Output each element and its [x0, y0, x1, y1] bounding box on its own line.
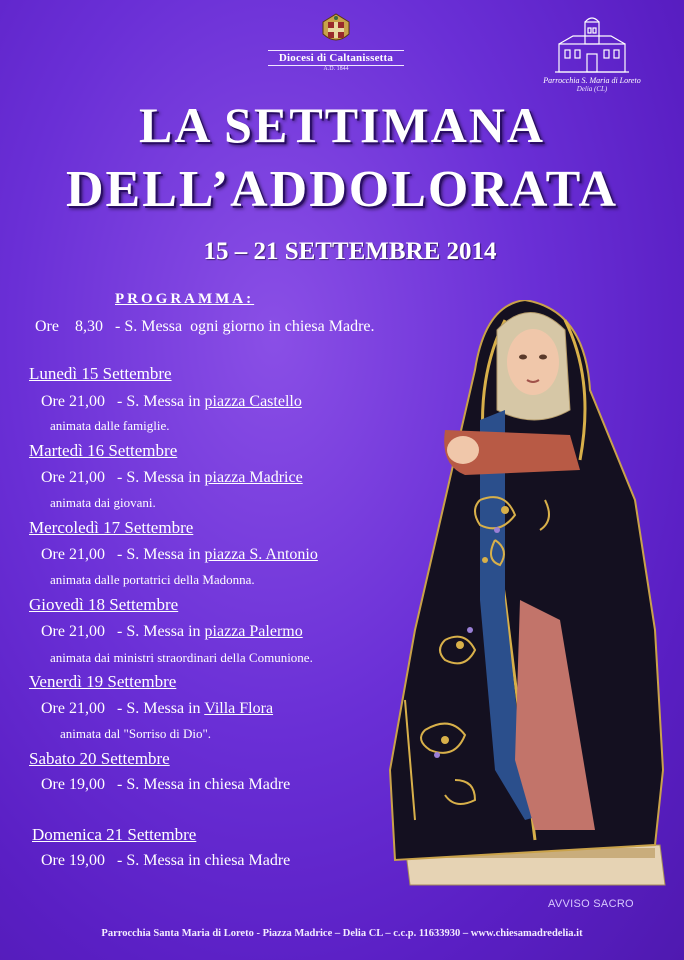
- schedule-line: [41, 623, 303, 641]
- mass-place: piazza Madrice: [204, 469, 303, 486]
- mass-note: animata dal "Sorriso di Dio".: [60, 726, 212, 741]
- mass-note: animata dalle portatrici della Madonna.: [50, 572, 255, 587]
- mass-text: - S. Messa in chiesa Madre: [116, 776, 291, 793]
- mass-text: - S. Messa in: [116, 700, 205, 717]
- schedule-line: [41, 700, 273, 718]
- daily-mass: Ore 8,30 - S. Messa ogni giorno in chiesa Madre.: [35, 318, 375, 335]
- mass-time: Ore 21,00: [41, 546, 105, 563]
- schedule-line: [41, 469, 303, 487]
- parish-logo: [536, 14, 648, 93]
- day-heading-thursday: Giovedì 18 Settembre: [29, 595, 179, 614]
- schedule-line: [41, 776, 290, 794]
- event-dates: 15 – 21 SETTEMBRE 2014: [203, 238, 497, 265]
- day-heading-sunday: Domenica 21 Settembre: [32, 825, 197, 844]
- day-heading-tuesday: Martedì 16 Settembre: [29, 441, 178, 460]
- parish-logo-town: Delia (CL): [576, 85, 608, 93]
- mass-text: - S. Messa in: [116, 546, 205, 563]
- church-icon: [553, 14, 631, 74]
- mass-place: piazza Castello: [204, 393, 302, 410]
- mass-note: animata dalle famiglie.: [50, 418, 170, 433]
- mass-time: Ore 21,00: [41, 623, 105, 640]
- mass-place: piazza S. Antonio: [204, 546, 318, 563]
- mass-note: animata dai ministri straordinari della Comunione.: [50, 650, 313, 665]
- mass-time: Ore 21,00: [41, 469, 105, 486]
- title-line-2: DELL’ADDOLORATA: [65, 161, 618, 218]
- diocese-year: A.D. 1844: [323, 66, 349, 72]
- schedule-line: [41, 393, 302, 411]
- diocese-crest-icon: [319, 12, 353, 46]
- diocese-name: Diocesi di Caltanissetta: [268, 50, 404, 66]
- day-heading-wednesday: Mercoledì 17 Settembre: [29, 518, 194, 537]
- programma-label: PROGRAMMA:: [115, 291, 255, 307]
- addolorata-statue-image: [385, 300, 670, 890]
- mass-time: Ore 19,00: [41, 776, 105, 793]
- title-line-1: LA SETTIMANA: [138, 97, 546, 153]
- parish-logo-name: Parrocchia S. Maria di Loreto: [543, 76, 641, 85]
- mass-note: animata dai giovani.: [50, 495, 156, 510]
- mass-time: Ore 21,00: [41, 700, 105, 717]
- schedule-line: [41, 546, 318, 564]
- mass-text: - S. Messa in: [116, 393, 205, 410]
- day-heading-monday: Lunedì 15 Settembre: [29, 364, 172, 383]
- mass-text: - S. Messa in chiesa Madre: [116, 852, 291, 869]
- avviso-sacro-tag: AVVISO SACRO: [548, 898, 634, 910]
- mass-time: Ore 19,00: [41, 852, 105, 869]
- day-heading-saturday: Sabato 20 Settembre: [29, 749, 170, 768]
- schedule-line: [41, 852, 290, 870]
- day-heading-friday: Venerdì 19 Settembre: [29, 672, 177, 691]
- mass-time: Ore 21,00: [41, 393, 105, 410]
- mass-place: Villa Flora: [204, 700, 274, 717]
- footer-address: Parrocchia Santa Maria di Loreto - Piazza Madrice – Delia CL – c.c.p. 11633930 – www.chiesamadredelia.it: [101, 928, 583, 939]
- diocese-logo: [268, 12, 404, 72]
- mass-place: piazza Palermo: [204, 623, 303, 640]
- mass-text: - S. Messa in: [116, 469, 205, 486]
- mass-text: - S. Messa in: [116, 623, 205, 640]
